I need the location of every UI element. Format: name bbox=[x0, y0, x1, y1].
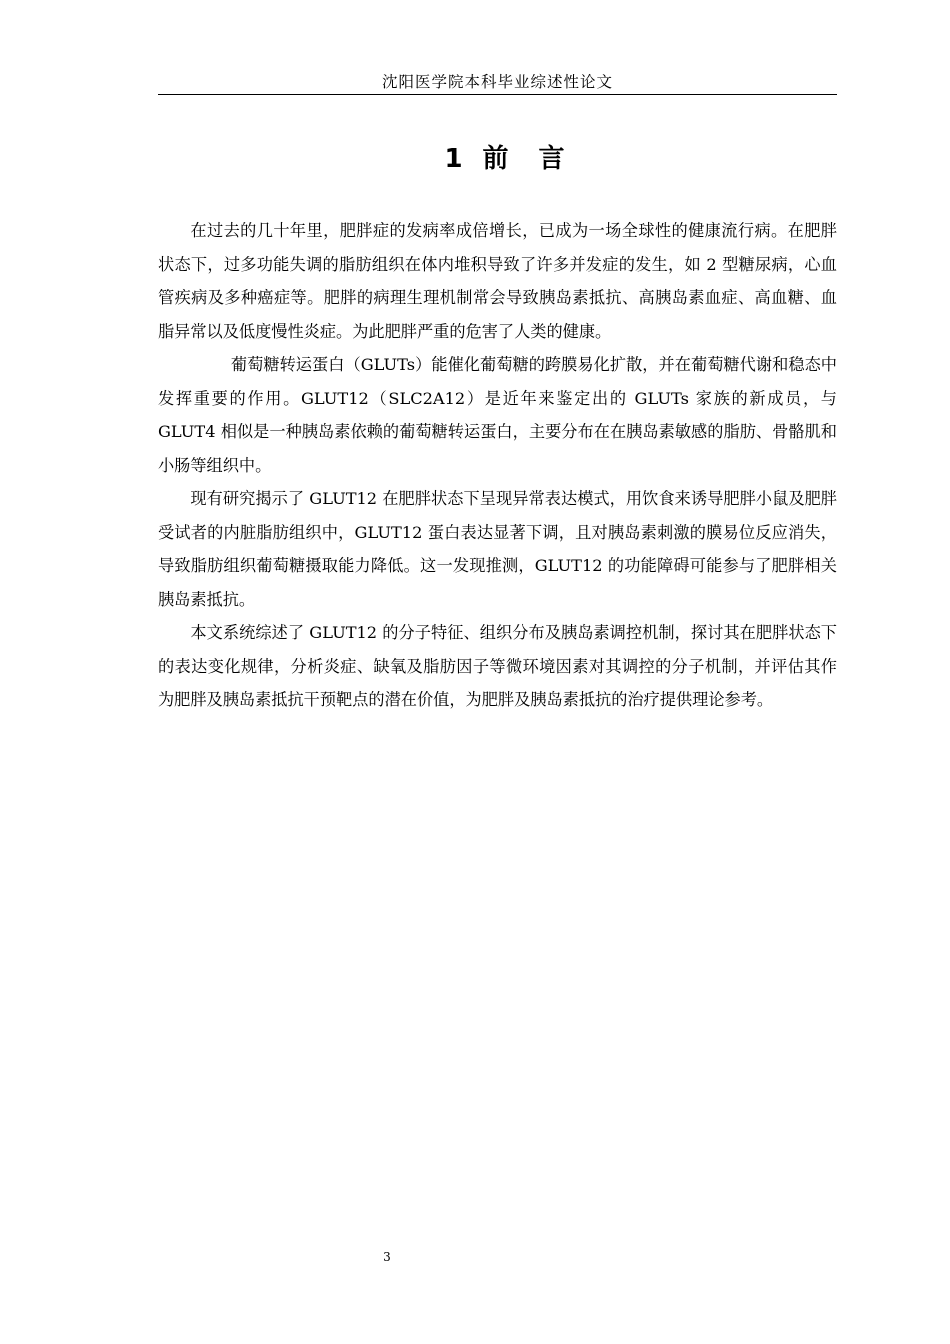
body-text bbox=[158, 214, 837, 717]
chapter-title-char-2: 言 bbox=[538, 144, 565, 174]
paragraph-4: 本文系统综述了 GLUT12 的分子特征、组织分布及胰岛素调控机制，探讨其在肥胖状态下的表达变化规律，分析炎症、缺氧及脂肪因子等微环境因素对其调控的分子机制，并评估其作为肥胖及胰岛素抵抗干预靶点的潜在价值，为肥胖及胰岛素抵抗的治疗提供理论参考。 bbox=[158, 623, 837, 709]
chapter-number: 1 bbox=[444, 144, 463, 174]
header-rule bbox=[158, 94, 837, 95]
page-header: 沈阳医学院本科毕业综述性论文 bbox=[381, 73, 613, 91]
paragraph-2: 葡萄糖转运蛋白（GLUTs）能催化葡萄糖的跨膜易化扩散，并在葡萄糖代谢和稳态中发挥重要的作用。GLUT12（SLC2A12）是近年来鉴定出的 GLUTs 家族的新成员，与 GLUT4 相似是一种胰岛素依赖的葡萄糖转运蛋白，主要分布在在胰岛素敏感的脂肪、骨骼肌和小肠等组织中。 bbox=[158, 355, 837, 475]
chapter-title bbox=[158, 140, 837, 178]
paragraph-3: 现有研究揭示了 GLUT12 在肥胖状态下呈现异常表达模式，用饮食来诱导肥胖小鼠及肥胖受试者的内脏脂肪组织中，GLUT12 蛋白表达显著下调，且对胰岛素刺激的膜易位反应消失，导致脂肪组织葡萄糖摄取能力降低。这一发现推测，GLUT12 的功能障碍可能参与了肥胖相关胰岛素抵抗。 bbox=[158, 489, 837, 609]
paragraph-1: 在过去的几十年里，肥胖症的发病率成倍增长，已成为一场全球性的健康流行病。在肥胖状态下，过多功能失调的脂肪组织在体内堆积导致了许多并发症的发生，如 2 型糖尿病，心血管疾病及多种癌症等。肥胖的病理生理机制常会导致胰岛素抵抗、高胰岛素血症、高血糖、血脂异常以及低度慢性炎症。为此肥胖严重的危害了人类的健康。 bbox=[158, 221, 837, 341]
page-number: 3 bbox=[383, 1250, 391, 1264]
chapter-title-char-1: 前 bbox=[482, 144, 509, 174]
